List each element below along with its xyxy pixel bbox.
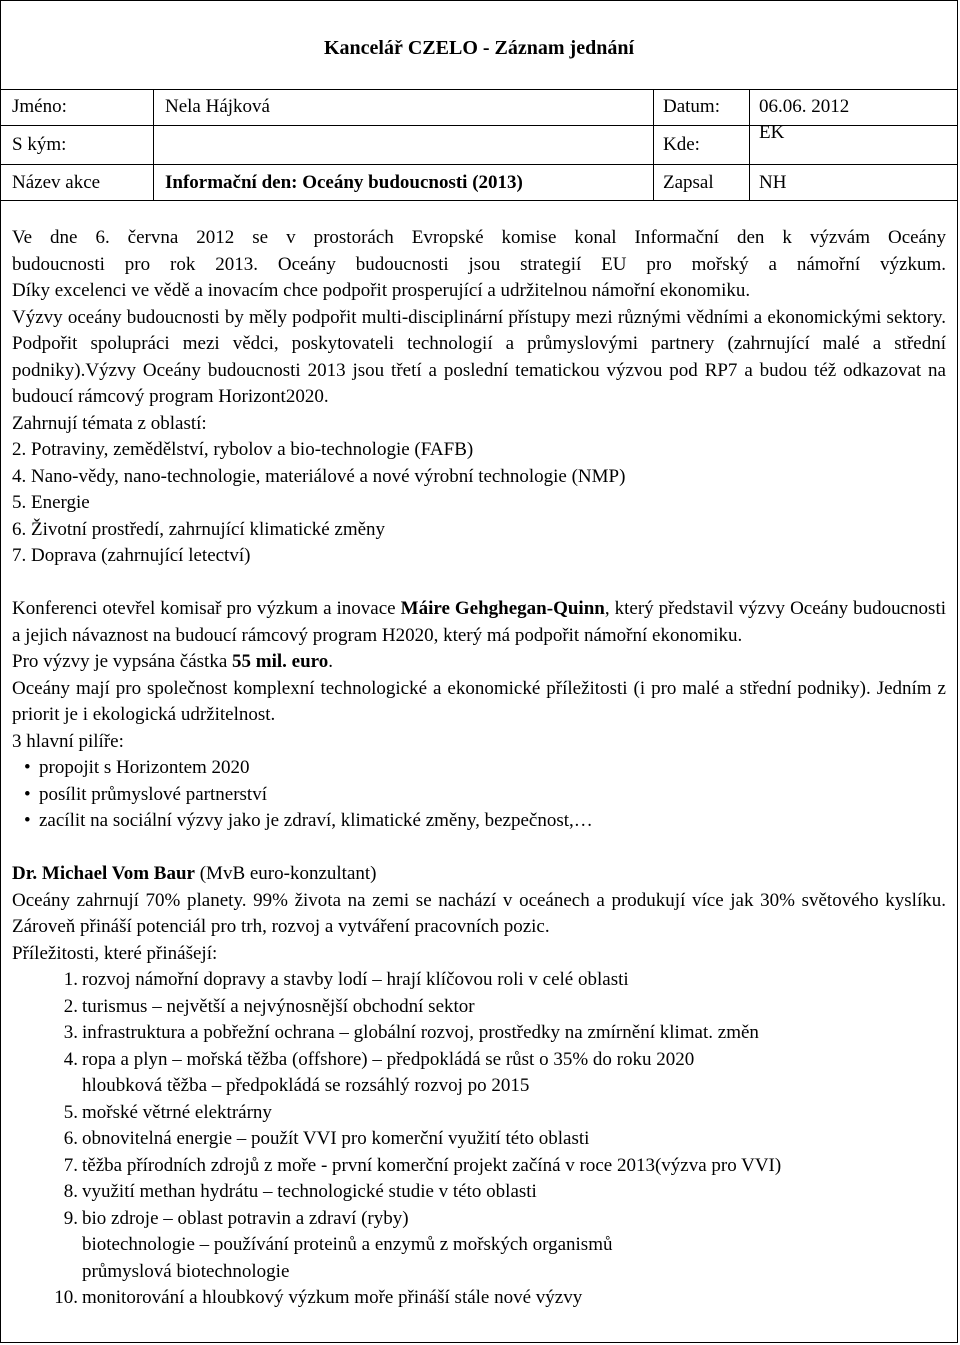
table-divider: [749, 89, 750, 200]
page-title: Kancelář CZELO - Záznam jednání: [323, 37, 634, 59]
name-label: Jméno:: [12, 96, 67, 117]
event-value: Informační den: Oceány budoucnosti (2013): [165, 172, 523, 193]
speaker-paragraph: Oceány zahrnují 70% planety. 99% života na zemi se nachází v oceánech a produkují více jak 30% světového kyslíku. Zároveň přináší potenciál pro trh, rozvoj a vytváření pracovních pozic.: [12, 889, 946, 937]
list-item: 1. rozvoj námořní dopravy a stavby lodí – hrají klíčovou roli v celé oblasti: [63, 969, 629, 990]
list-subitem: hloubková těžba – předpokládá se rozsáhlý rozvoj po 2015: [82, 1075, 530, 1096]
opportunities-list: [12, 967, 946, 1312]
list-subitem: průmyslová biotechnologie: [82, 1260, 290, 1282]
list-item: 5. mořské větrné elektrárny: [63, 1101, 272, 1123]
table-divider: [153, 89, 154, 200]
with-whom-label: S kým:: [12, 134, 67, 155]
place-label: Kde:: [663, 134, 700, 155]
list-item: 4. ropa a plyn – mořská těžba (offshore) – předpokládá se růst o 35% do roku 2020: [63, 1048, 695, 1070]
list-item: • propojit s Horizontem 2020: [12, 755, 946, 782]
recorder-value: NH: [759, 172, 787, 193]
list-item: • zacílit na sociální výzvy jako je zdraví, klimatické změny, bezpečnost,…: [12, 808, 946, 835]
commissioner-name: Máire Gehghegan-Quinn: [400, 598, 605, 619]
table-rule: [1, 89, 957, 90]
topic-item: 6. Životní prostředí, zahrnující klimatické změny: [12, 518, 386, 540]
intro-line: Ve dne 6. června 2012 se v prostorách Evropské komise konal Informační den k výzvám Oceány: [12, 227, 946, 248]
list-item: 7. těžba přírodních zdrojů z moře - první komerční projekt začíná v roce 2013(výzva pro VVI): [63, 1154, 782, 1176]
list-item: 9. bio zdroje – oblast potravin a zdraví (ryby): [63, 1207, 409, 1229]
date-value: 06.06. 2012: [759, 96, 850, 117]
place-value: EK: [759, 122, 785, 143]
pillars-heading: 3 hlavní pilíře:: [12, 730, 124, 752]
table-rule: [1, 200, 957, 201]
intro-line: budoucnosti pro rok 2013. Oceány budoucnosti jsou strategií EU pro mořský a námořní výzkum.: [12, 253, 946, 275]
speaker-line: [12, 861, 946, 888]
list-item: 8. využití methan hydrátu – technologické studie v této oblasti: [63, 1181, 537, 1202]
list-item: • posílit průmyslové partnerství: [12, 782, 946, 809]
list-item: 3. infrastruktura a pobřežní ochrana – globální rozvoj, prostředky na zmírnění klimat. změn: [63, 1022, 759, 1043]
pillars-list: [12, 755, 946, 835]
table-rule: [1, 125, 957, 126]
topic-item: 7. Doprava (zahrnující letectví): [12, 545, 251, 566]
list-item: 10. monitorování a hloubkový výzkum moře přináší stále nové výzvy: [54, 1287, 583, 1308]
budget-amount: 55 mil. euro: [232, 651, 329, 672]
list-item: 2. turismus – největší a nejvýnosnější obchodní sektor: [63, 995, 475, 1017]
opportunities-paragraph: Oceány mají pro společnost komplexní technologické a ekonomické příležitosti (i pro malé a střední podniky). Jedním z priorit je i ekologická udržitelnost.: [12, 677, 946, 725]
table-rule: [1, 164, 957, 165]
conference-paragraph: Konferenci otevřel komisař pro výzkum a inovace Máire Gehghegan-Quinn, který představil výzvy Oceány budoucnosti a jejich návaznost na budoucí rámcový program H2020, který má podpořit námořní ekonomiku.: [12, 598, 947, 646]
minutes-body: [12, 225, 946, 1312]
opportunities-heading: Příležitosti, které přinášejí:: [12, 942, 218, 964]
name-value: Nela Hájková: [165, 96, 270, 117]
table-divider: [653, 89, 654, 200]
list-item: 6. obnovitelná energie – použít VVI pro komerční využití této oblasti: [63, 1128, 590, 1149]
budget-paragraph: Pro výzvy je vypsána částka 55 mil. euro.: [12, 651, 334, 672]
date-label: Datum:: [663, 96, 720, 117]
speaker-role: (MvB euro-konzultant): [199, 863, 377, 884]
topic-item: 5. Energie: [12, 492, 90, 513]
speaker-name: Dr. Michael Vom Baur: [12, 863, 195, 884]
topic-item: 4. Nano-vědy, nano-technologie, materiálové a nové výrobní technologie (NMP): [12, 465, 626, 487]
topics-heading: Zahrnují témata z oblastí:: [12, 412, 207, 434]
event-label: Název akce: [12, 172, 101, 193]
recorder-label: Zapsal: [663, 172, 714, 193]
intro-line: Díky excelenci ve vědě a inovacím chce podpořit prosperující a udržitelnou námořní ekonomiku.: [12, 280, 751, 301]
list-subitem: biotechnologie – používání proteinů a enzymů z mořských organismů: [82, 1234, 613, 1255]
topic-item: 2. Potraviny, zemědělství, rybolov a bio-technologie (FAFB): [12, 439, 474, 460]
intro-paragraph: Výzvy oceány budoucnosti by měly podpořit multi-disciplinární přístupy mezi různými vědními a ekonomickými sektory. Podpořit spolupráci mezi vědci, poskytovateli technologií a průmyslovými partnery (zahrnující malé a střední podniky).Výzvy Oceány budoucnosti 2013 jsou třetí a poslední tematickou výzvou pod RP7 a budou též odkazovat na budoucí rámcový program Horizont2020.: [12, 306, 946, 407]
